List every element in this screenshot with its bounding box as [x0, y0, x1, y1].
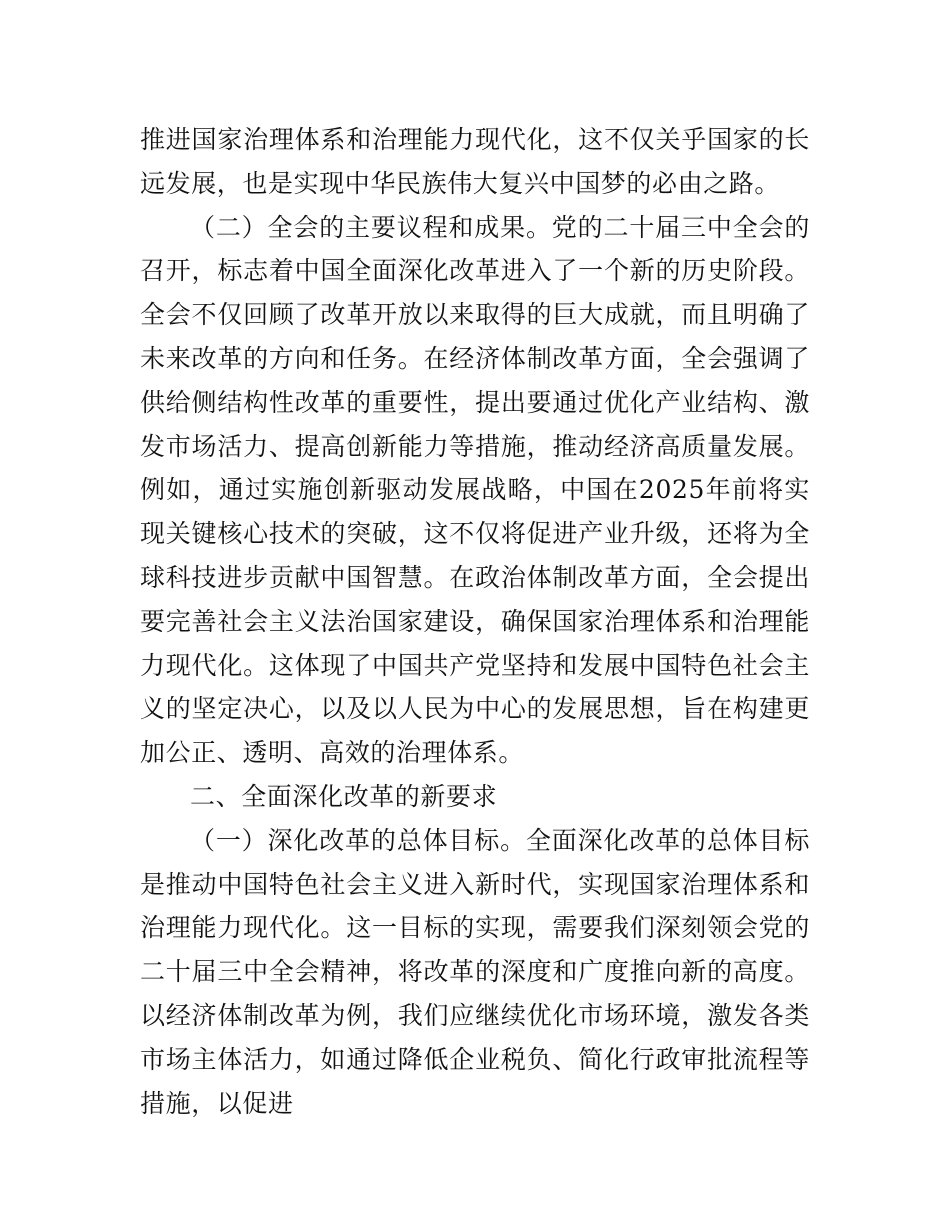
section-heading-2: 二、全面深化改革的新要求: [190, 781, 498, 811]
document-body: [140, 118, 810, 1125]
paragraph-continuation: 推进国家治理体系和治理能力现代化，这不仅关乎国家的长远发展，也是实现中华民族伟大复兴中国梦的必由之路。: [140, 125, 810, 198]
paragraph-section-1-2: （二）全会的主要议程和成果。党的二十届三中全会的召开，标志着中国全面深化改革进入了一个新的历史阶段。全会不仅回顾了改革开放以来取得的巨大成就，而且明确了未来改革的方向和任务。在经济体制改革方面，全会强调了供给侧结构性改革的重要性，提出要通过优化产业结构、激发市场活力、提高创新能力等措施，推动经济高质量发展。例如，通过实施创新驱动发展战略，中国在2025年前将实现关键核心技术的突破，这不仅将促进产业升级，还将为全球科技进步贡献中国智慧。在政治体制改革方面，全会提出要完善社会主义法治国家建设，确保国家治理体系和治理能力现代化。这体现了中国共产党坚持和发展中国特色社会主义的坚定决心，以及以人民为中心的发展思想，旨在构建更加公正、透明、高效的治理体系。: [140, 212, 810, 768]
paragraph-section-2-1: （一）深化改革的总体目标。全面深化改革的总体目标是推动中国特色社会主义进入新时代，实现国家治理体系和治理能力现代化。这一目标的实现，需要我们深刻领会党的二十届三中全会精神，将改革的深度和广度推向新的高度。以经济体制改革为例，我们应继续优化市场环境，激发各类市场主体活力，如通过降低企业税负、简化行政审批流程等措施，以促进: [140, 825, 810, 1118]
